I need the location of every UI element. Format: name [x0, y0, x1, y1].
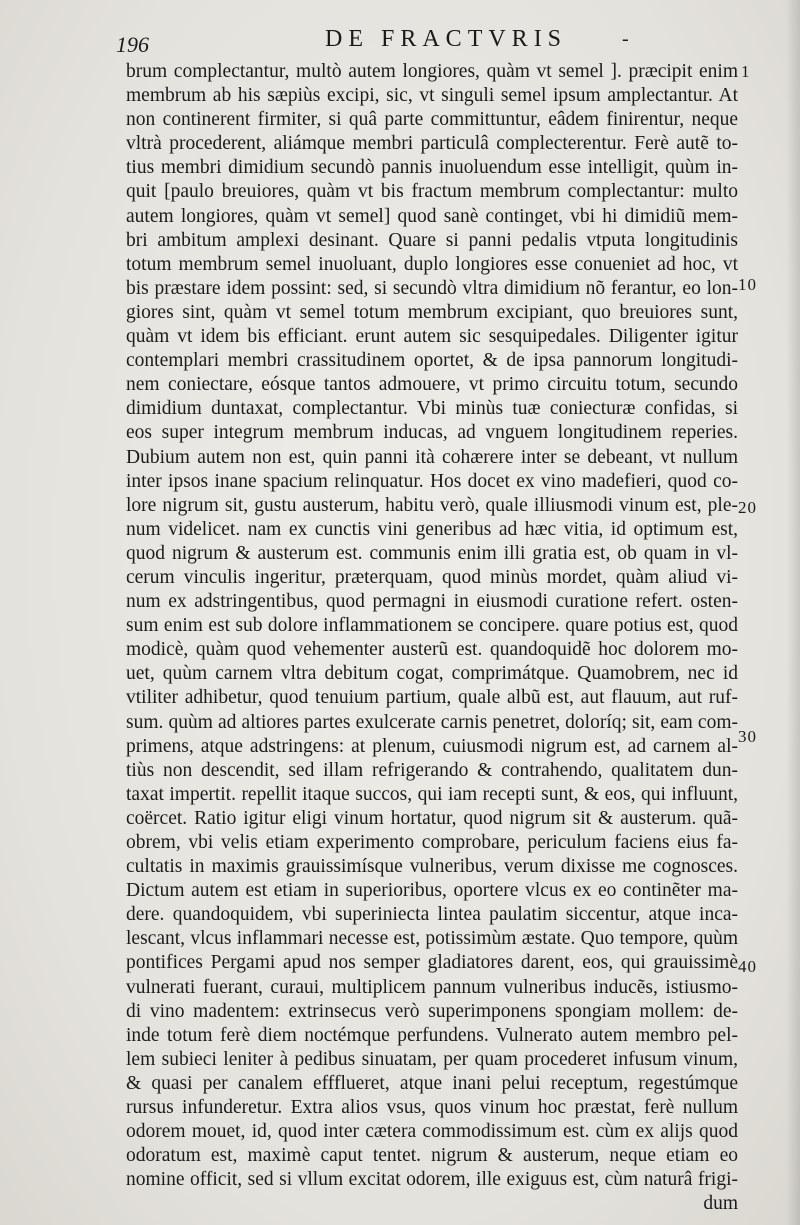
- text-line: vltrà procederent, aliámque membri particulâ complecterentur. Ferè autẽ to-: [126, 133, 738, 155]
- text-line: vtiliter adhibetur, quod tenuium partium, quale albũ est, aut flauum, aut ruf-: [126, 687, 738, 709]
- text-line: quit [paulo breuiores, quàm vt bis fractum membrum complectantur: multo: [126, 181, 738, 203]
- text-line: eos super integrum membrum inducas, ad vnguem longitudinem reperies.: [126, 422, 738, 444]
- text-line: autem longiores, quàm vt semel] quod sanè continget, vbi hi dimidiũ mem-: [126, 205, 738, 227]
- text-line: sum. quùm ad altiores partes exulcerate carnis penetret, doloríq; sit, eam com-: [126, 711, 738, 733]
- text-line: giores sint, quàm vt semel totum membrum excipiant, quo breuiores sunt,: [126, 301, 738, 323]
- text-line: dimidium duntaxat, complectantur. Vbi minùs tuæ coniecturæ confidas, si: [126, 398, 738, 420]
- text-line: uet, quùm carnem vltra debitum cogat, comprimátque. Quamobrem, nec id: [126, 663, 738, 685]
- margin-line-number: 20: [738, 498, 757, 517]
- catchword: dum: [703, 1193, 738, 1215]
- text-line: totum membrum semel inuoluant, duplo longiores esse conueniet ad hoc, vt: [126, 253, 738, 275]
- running-head: [0, 24, 800, 64]
- text-line: membrum ab his sæpiùs excipi, sic, vt singuli semel ipsum amplectantur. At: [126, 85, 738, 107]
- text-line: inde totum ferè diem noctémque perfundens. Vulnerato autem membro pel-: [126, 1024, 738, 1046]
- text-line: primens, atque adstringens: at plenum, cuiusmodi nigrum est, ad carnem al-: [126, 735, 738, 757]
- text-line: tiùs non descendit, sed illam refrigerando & contrahendo, qualitatem dun-: [126, 759, 738, 781]
- text-line: nomine officit, sed si vllum excitat odorem, ille exiguus est, cùm naturâ frigi-: [126, 1169, 738, 1191]
- text-line: taxat impertit. repellit itaque succos, qui iam recepti sunt, & eos, qui influunt,: [126, 783, 738, 805]
- text-line: tius membri dimidium secundò pannis inuoluendum esse intelligit, quùm in-: [126, 157, 738, 179]
- text-line: rursus infunderetur. Extra alios vsus, quos vinum hoc præstat, ferè nullum: [126, 1097, 738, 1119]
- text-line: dere. quandoquidem, vbi superiniecta lintea paulatim siccentur, atque inca-: [126, 904, 738, 926]
- header-mark: -: [622, 28, 629, 50]
- text-line: coërcet. Ratio igitur eligi vinum hortatur, quod nigrum sit & austerum. quã-: [126, 807, 738, 829]
- text-line: odorem mouet, id, quod inter cætera commodissimum est. cùm ex alijs quod: [126, 1121, 738, 1143]
- margin-line-number: 10: [738, 275, 757, 294]
- text-line: pontifices Pergami apud nos semper gladiatores darent, eos, qui grauissimè: [126, 952, 738, 974]
- text-line: contemplari membri crassitudinem oportet, & de ipsa pannorum longitudi-: [126, 350, 738, 372]
- text-line: quàm vt idem bis efficiant. erunt autem sic sesquipedales. Diligenter igitur: [126, 326, 738, 348]
- text-line: num ex adstringentibus, quod permagni in eiusmodi curatione refert. osten-: [126, 591, 738, 613]
- text-line: sum enim est sub dolore inflammationem se concipere. quare potius est, quod: [126, 615, 738, 637]
- text-line: quod nigrum & austerum est. communis enim illi gratia est, ob quam in vl-: [126, 542, 738, 564]
- text-line: brum complectantur, multò autem longiores, quàm vt semel ]. præcipit enim: [126, 61, 738, 82]
- page-number: 196: [116, 32, 149, 57]
- text-line: bis præstare idem possint: sed, si secundò vltra dimidium nõ ferantur, eo lon-: [126, 277, 738, 299]
- text-line: lescant, vlcus inflammari necesse est, potissimùm æstate. Quo tempore, quùm: [126, 928, 738, 950]
- page-title: DE FRACTVRIS: [325, 26, 568, 52]
- text-line: obrem, vbi velis etiam experimento comprobare, periculum faciens eius fa-: [126, 832, 738, 853]
- text-line: Dubium autem non est, quin panni ità cohærere inter se debeant, vt nullum: [126, 446, 738, 468]
- margin-line-number: 1: [741, 62, 751, 81]
- text-line: num videlicet. nam ex cunctis vini generibus ad hæc vitia, id optimum est,: [126, 518, 738, 540]
- text-line: bri ambitum amplexi desinant. Quare si panni pedalis vtputa longitudinis: [126, 229, 738, 251]
- text-line: odoratum est, maximè caput tentet. nigrum & austerum, neque etiam eo: [126, 1145, 738, 1167]
- text-line: cerum vinculis ingeritur, præterquam, quod minùs mordet, quàm aliud vi-: [126, 566, 738, 588]
- text-line: inter ipsos inane spacium relinquatur. Hos docet ex vino madefieri, quod co-: [126, 470, 738, 492]
- body-text: [126, 60, 738, 1217]
- margin-line-number: 30: [738, 727, 757, 746]
- text-line: modicè, quàm quod vehementer austerũ est. quandoquidẽ hoc dolorem mo-: [126, 639, 738, 661]
- text-line: Dictum autem est etiam in superioribus, oportere vlcus ex eo continẽter ma-: [126, 880, 738, 902]
- text-line: vulnerati fuerant, curaui, multiplicem pannum vulneribus inducẽs, istiusmo-: [126, 976, 738, 998]
- margin-line-number: 40: [738, 957, 757, 976]
- text-line: nem coniectare, eósque tantos admouere, vt primo circuitu totum, secundo: [126, 374, 738, 396]
- text-line: lore nigrum sit, gustu austerum, habitu verò, quale illiusmodi vinum est, ple-: [126, 494, 738, 516]
- text-line: cultatis in maximis grauissimísque vulneribus, verum dixisse me cognosces.: [126, 856, 738, 878]
- page-edge-shadow: [786, 0, 800, 1225]
- text-line: & quasi per canalem effflueret, atque inani pelui receptum, regestúmque: [126, 1072, 738, 1094]
- text-line: lem subieci leniter à pedibus sinuatam, per quam procederet infusum vinum,: [126, 1048, 738, 1070]
- text-line: non continerent firmiter, si quâ parte committuntur, eâdem finirentur, neque: [126, 109, 738, 131]
- text-line: di vino madentem: extrinsecus verò superimponens spongiam mollem: de-: [126, 1000, 738, 1022]
